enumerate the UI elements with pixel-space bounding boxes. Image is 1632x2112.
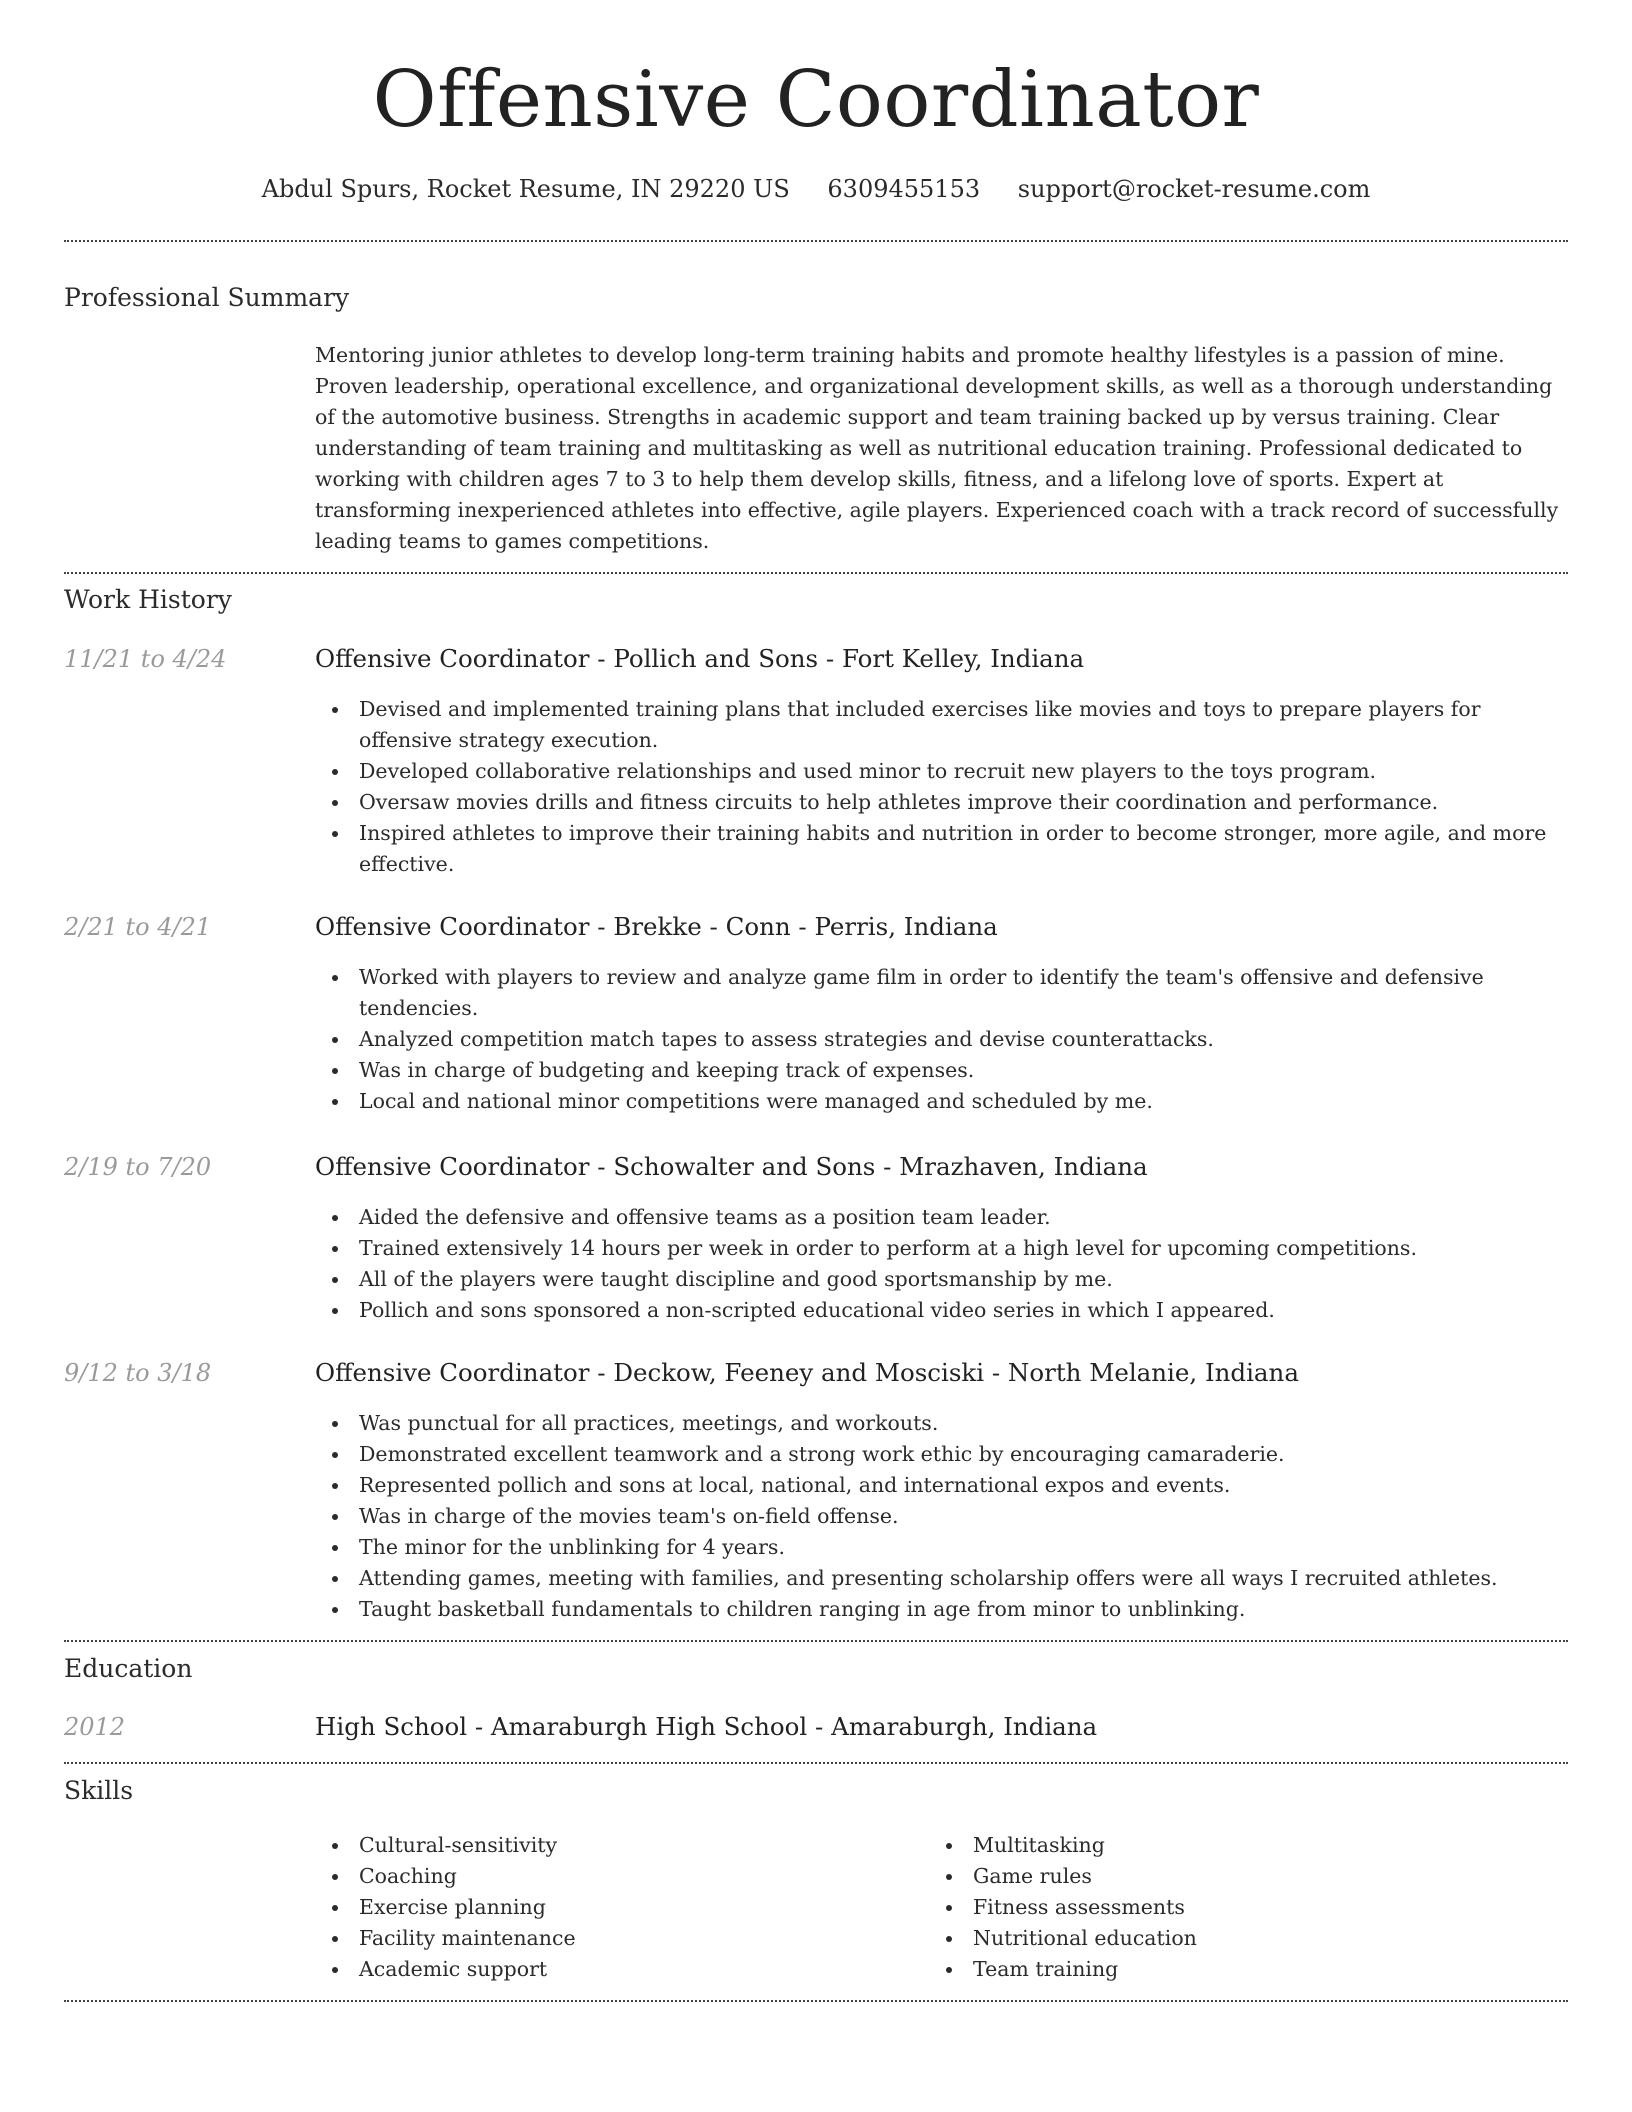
skills-list-right xyxy=(929,1830,1489,1985)
contact-phone: 6309455153 xyxy=(827,175,981,203)
job-heading: Offensive Coordinator - Pollich and Sons - Fort Kelley, Indiana xyxy=(315,644,1085,673)
section-title-summary: Professional Summary xyxy=(64,283,350,312)
job-bullets xyxy=(315,962,1565,1117)
divider xyxy=(64,240,1568,242)
list-item: Aided the defensive and offensive teams as a position team leader. xyxy=(315,1202,1565,1233)
job-dates: 2/19 to 7/20 xyxy=(64,1153,212,1181)
list-item: Developed collaborative relationships and used minor to recruit new players to the toys program. xyxy=(315,756,1565,787)
skill-item: Team training xyxy=(929,1954,1489,1985)
divider xyxy=(64,1762,1568,1764)
skill-item: Coaching xyxy=(315,1861,875,1892)
job-bullets xyxy=(315,694,1565,880)
skill-item: Nutritional education xyxy=(929,1923,1489,1954)
resume-name: Offensive Coordinator xyxy=(372,55,1260,145)
contact-address: Abdul Spurs, Rocket Resume, IN 29220 US xyxy=(261,175,790,203)
list-item: Was punctual for all practices, meetings, and workouts. xyxy=(315,1408,1565,1439)
section-title-work: Work History xyxy=(64,585,232,614)
contact-email: support@rocket-resume.com xyxy=(1017,175,1371,203)
divider xyxy=(64,572,1568,574)
contact-line xyxy=(0,172,1632,206)
education-heading: High School - Amaraburgh High School - Amaraburgh, Indiana xyxy=(315,1712,1098,1741)
job-heading: Offensive Coordinator - Schowalter and Sons - Mrazhaven, Indiana xyxy=(315,1152,1148,1181)
skill-item: Academic support xyxy=(315,1954,875,1985)
job-bullets xyxy=(315,1202,1565,1326)
list-item: Devised and implemented training plans that included exercises like movies and toys to prepare players for offensive strategy execution. xyxy=(315,694,1565,756)
list-item: Attending games, meeting with families, and presenting scholarship offers were all ways I recruited athletes. xyxy=(315,1563,1565,1594)
section-title-skills: Skills xyxy=(64,1776,134,1805)
skill-item: Multitasking xyxy=(929,1830,1489,1861)
list-item: All of the players were taught discipline and good sportsmanship by me. xyxy=(315,1264,1565,1295)
skill-item: Exercise planning xyxy=(315,1892,875,1923)
job-dates: 11/21 to 4/24 xyxy=(64,645,227,673)
list-item: Analyzed competition match tapes to assess strategies and devise counterattacks. xyxy=(315,1024,1565,1055)
list-item: Was in charge of the movies team's on-field offense. xyxy=(315,1501,1565,1532)
list-item: Inspired athletes to improve their training habits and nutrition in order to become stronger, more agile, and more effective. xyxy=(315,818,1565,880)
list-item: Worked with players to review and analyze game film in order to identify the team's offensive and defensive tendencies. xyxy=(315,962,1565,1024)
divider xyxy=(64,1640,1568,1642)
list-item: Represented pollich and sons at local, national, and international expos and events. xyxy=(315,1470,1565,1501)
list-item: Taught basketball fundamentals to children ranging in age from minor to unblinking. xyxy=(315,1594,1565,1625)
skill-item: Cultural-sensitivity xyxy=(315,1830,875,1861)
job-dates: 2/21 to 4/21 xyxy=(64,913,212,941)
skill-item: Facility maintenance xyxy=(315,1923,875,1954)
list-item: Pollich and sons sponsored a non-scripted educational video series in which I appeared. xyxy=(315,1295,1565,1326)
job-heading: Offensive Coordinator - Brekke - Conn - Perris, Indiana xyxy=(315,912,998,941)
list-item: Oversaw movies drills and fitness circuits to help athletes improve their coordination and performance. xyxy=(315,787,1565,818)
list-item: Trained extensively 14 hours per week in order to perform at a high level for upcoming competitions. xyxy=(315,1233,1565,1264)
section-title-education: Education xyxy=(64,1654,193,1683)
education-year: 2012 xyxy=(64,1713,126,1741)
skill-item: Game rules xyxy=(929,1861,1489,1892)
list-item: Was in charge of budgeting and keeping track of expenses. xyxy=(315,1055,1565,1086)
list-item: Local and national minor competitions were managed and scheduled by me. xyxy=(315,1086,1565,1117)
job-heading: Offensive Coordinator - Deckow, Feeney and Mosciski - North Melanie, Indiana xyxy=(315,1358,1299,1387)
skills-list-left xyxy=(315,1830,875,1985)
list-item: The minor for the unblinking for 4 years. xyxy=(315,1532,1565,1563)
summary-text: Mentoring junior athletes to develop long-term training habits and promote healthy lifestyles is a passion of mine. Proven leadership, operational excellence, and organizational development skills, as well as a thorough understanding of the automotive business. Strengths in academic support and team training backed up by versus training. Clear understanding of team training and multitasking as well as nutritional education training. Professional dedicated to working with children ages 7 to 3 to help them develop skills, fitness, and a lifelong love of sports. Expert at transforming inexperienced athletes into effective, agile players. Experienced coach with a track record of successfully leading teams to games competitions. xyxy=(315,343,1559,553)
list-item: Demonstrated excellent teamwork and a strong work ethic by encouraging camaraderie. xyxy=(315,1439,1565,1470)
skill-item: Fitness assessments xyxy=(929,1892,1489,1923)
job-dates: 9/12 to 3/18 xyxy=(64,1359,212,1387)
divider xyxy=(64,2000,1568,2002)
job-bullets xyxy=(315,1408,1565,1625)
